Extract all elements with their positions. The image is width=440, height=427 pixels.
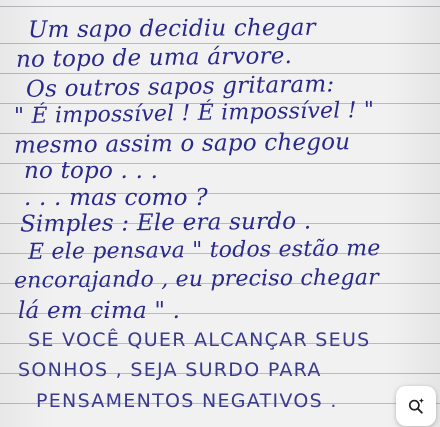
note-line-3: Os outros sapos gritaram: [25, 71, 335, 103]
note-line-11: lá em cima " . [18, 298, 181, 324]
note-line-2: no topo de uma árvore. [15, 43, 293, 73]
note-line-1: Um sapo decidiu chegar [27, 14, 316, 44]
note-line-7: . . . mas como ? [24, 185, 208, 211]
note-line-8: Simples : Ele era surdo . [19, 208, 312, 238]
note-moral-line-1: SE VOCÊ QUER ALCANÇAR SEUS [28, 329, 371, 351]
note-line-9: E ele pensava " todos estão me [27, 236, 381, 265]
note-line-5: mesmo assim o sapo chegou [13, 129, 351, 159]
lens-search-button[interactable] [396, 386, 436, 426]
note-moral-line-3: PENSAMENTOS NEGATIVOS . [36, 390, 338, 412]
note-line-10: encorajando , eu preciso chegar [13, 265, 380, 294]
note-line-4: " É impossível ! É impossível ! " [13, 97, 375, 130]
note-line-6: no topo . . . [24, 158, 159, 184]
note-moral-line-2: SONHOS , SEJA SURDO PARA [18, 359, 322, 381]
lens-search-icon [406, 396, 426, 416]
